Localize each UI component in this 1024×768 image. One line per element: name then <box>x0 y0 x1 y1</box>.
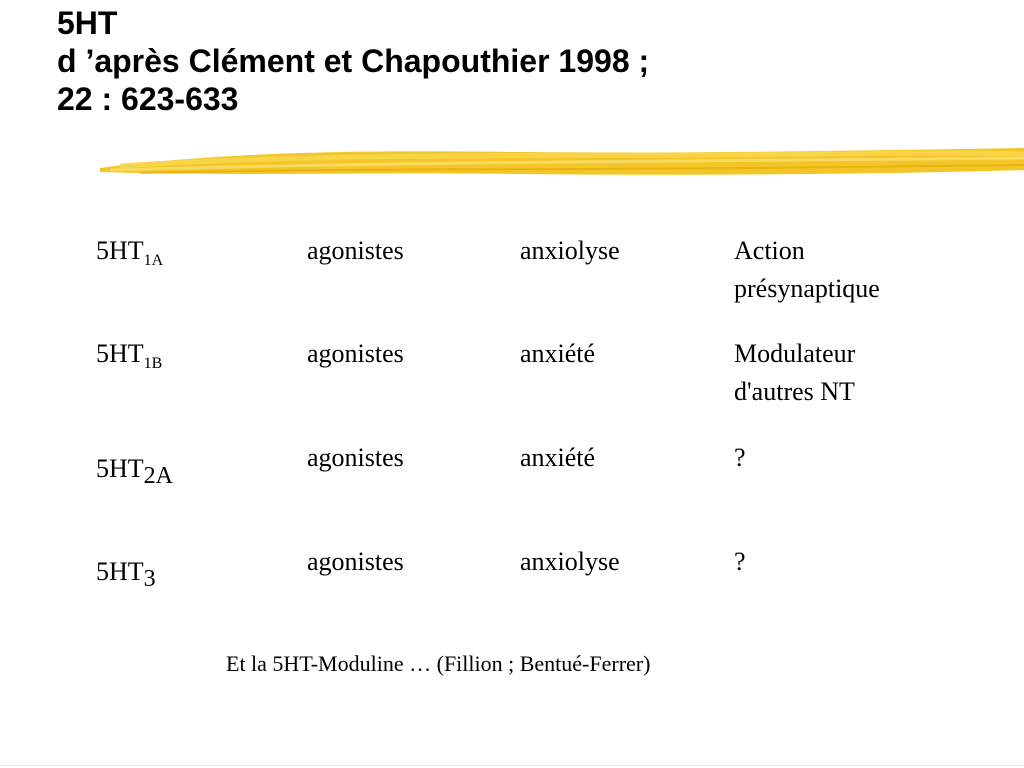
receptor-5ht2a <box>96 450 173 488</box>
note-line: ? <box>734 443 746 472</box>
receptor-base: 5HT <box>96 339 144 368</box>
note-line: présynaptique <box>734 274 880 303</box>
effect-cell: anxiété <box>520 339 596 368</box>
receptor-base: 5HT <box>96 454 144 483</box>
footnote: Et la 5HT-Moduline … (Fillion ; Bentué-Ferrer) <box>226 651 651 676</box>
note-line: Action <box>734 236 805 265</box>
title-line-2: d ’après Clément et Chapouthier 1998 ; <box>57 43 650 79</box>
receptor-5ht3 <box>96 553 156 591</box>
bottom-divider <box>0 765 1024 766</box>
receptor-5ht1b <box>96 335 162 373</box>
ligand-cell: agonistes <box>307 339 404 368</box>
receptor-subscript: 3 <box>143 566 156 592</box>
effect-cell: anxiolyse <box>520 236 620 265</box>
receptor-base: 5HT <box>96 236 144 265</box>
ligand-cell: agonistes <box>307 443 404 472</box>
note-cell <box>734 543 746 581</box>
note-cell <box>734 335 855 411</box>
title-line-1: 5HT <box>57 5 118 41</box>
title-underline-brushstroke <box>100 140 1024 190</box>
ligand-cell: agonistes <box>307 236 404 265</box>
note-cell <box>734 439 746 477</box>
title-line-3: 22 : 623-633 <box>57 81 239 117</box>
note-line: ? <box>734 547 746 576</box>
receptor-5ht1a <box>96 232 163 270</box>
slide-title <box>57 4 649 118</box>
effect-cell: anxiété <box>520 443 596 472</box>
note-line: Modulateur <box>734 339 856 368</box>
receptor-subscript: 2A <box>143 463 174 489</box>
note-line: d'autres NT <box>734 377 855 406</box>
receptor-subscript: 1B <box>143 355 163 372</box>
receptor-subscript: 1A <box>143 252 164 269</box>
note-cell <box>734 232 880 308</box>
receptor-base: 5HT <box>96 557 144 586</box>
effect-cell: anxiolyse <box>520 547 620 576</box>
ligand-cell: agonistes <box>307 547 404 576</box>
